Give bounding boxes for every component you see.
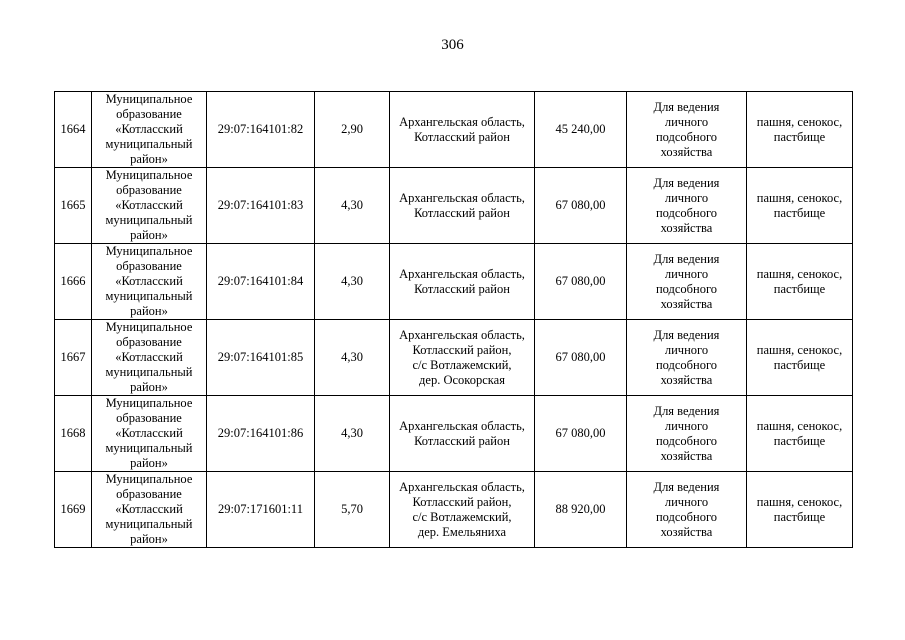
row-number: 1666 [55, 244, 92, 320]
owner-cell-line: «Котласский [115, 350, 183, 364]
purpose-cell-line: личного [664, 190, 709, 205]
table-row [55, 320, 853, 396]
purpose-cell-line: подсобного [655, 509, 718, 524]
location-cell-line: дер. Осокорская [419, 372, 505, 387]
owner-cell-line: «Котласский [115, 426, 183, 440]
usage-cell-line: пастбище [773, 129, 826, 144]
owner-cell-line: образование [116, 487, 182, 501]
purpose-cell-line: личного [664, 494, 709, 509]
usage-cell [747, 244, 853, 320]
owner-cell [92, 244, 207, 320]
usage-cell [747, 92, 853, 168]
usage-cell [747, 472, 853, 548]
purpose-cell-line: личного [664, 342, 709, 357]
purpose-cell-line: хозяйства [660, 448, 713, 463]
location-cell-line: Котласский район [414, 281, 510, 296]
usage-cell [747, 396, 853, 472]
area-cell: 4,30 [315, 168, 390, 244]
owner-cell-line: район» [130, 380, 168, 394]
location-cell-line: Котласский район [414, 433, 510, 448]
location-cell-line: дер. Емельяниха [417, 524, 507, 539]
location-cell [390, 92, 535, 168]
cadastral-number: 29:07:164101:82 [207, 92, 315, 168]
usage-cell-line: пашня, сенокос, [756, 114, 843, 129]
area-cell: 5,70 [315, 472, 390, 548]
usage-cell [747, 168, 853, 244]
location-cell-line: Котласский район, [412, 342, 512, 357]
purpose-cell-line: хозяйства [660, 372, 713, 387]
owner-cell-line: муниципальный [105, 213, 193, 227]
location-cell-line: Котласский район, [412, 494, 512, 509]
owner-cell-line: образование [116, 259, 182, 273]
table-row [55, 92, 853, 168]
purpose-cell-line: Для ведения [653, 403, 720, 418]
purpose-cell-line: подсобного [655, 281, 718, 296]
value-cell: 67 080,00 [535, 244, 627, 320]
owner-cell-line: район» [130, 456, 168, 470]
owner-cell [92, 472, 207, 548]
owner-cell-line: образование [116, 183, 182, 197]
purpose-cell-line: подсобного [655, 357, 718, 372]
land-plots-table [54, 91, 853, 548]
purpose-cell-line: Для ведения [653, 175, 720, 190]
owner-cell-line: Муниципальное [105, 244, 193, 258]
owner-cell-line: муниципальный [105, 289, 193, 303]
cadastral-number: 29:07:171601:11 [207, 472, 315, 548]
page-number: 306 [441, 37, 464, 53]
purpose-cell [627, 168, 747, 244]
location-cell [390, 244, 535, 320]
location-cell-line: Котласский район [414, 205, 510, 220]
value-cell: 88 920,00 [535, 472, 627, 548]
value-cell: 67 080,00 [535, 396, 627, 472]
owner-cell-line: муниципальный [105, 441, 193, 455]
value-cell: 67 080,00 [535, 168, 627, 244]
purpose-cell-line: Для ведения [653, 251, 720, 266]
location-cell-line: Архангельская область, [399, 114, 525, 129]
row-number: 1668 [55, 396, 92, 472]
cadastral-number: 29:07:164101:84 [207, 244, 315, 320]
value-cell: 67 080,00 [535, 320, 627, 396]
owner-cell-line: образование [116, 411, 182, 425]
location-cell-line: Архангельская область, [399, 479, 525, 494]
purpose-cell-line: Для ведения [653, 479, 720, 494]
area-cell: 2,90 [315, 92, 390, 168]
owner-cell-line: Муниципальное [105, 92, 193, 106]
purpose-cell [627, 396, 747, 472]
owner-cell-line: муниципальный [105, 365, 193, 379]
owner-cell [92, 168, 207, 244]
usage-cell-line: пашня, сенокос, [756, 266, 843, 281]
location-cell [390, 396, 535, 472]
owner-cell-line: район» [130, 304, 168, 318]
cadastral-number: 29:07:164101:85 [207, 320, 315, 396]
owner-cell-line: образование [116, 335, 182, 349]
table-body [55, 92, 853, 548]
area-cell: 4,30 [315, 244, 390, 320]
location-cell-line: с/с Вотлажемский, [412, 509, 512, 524]
location-cell-line: Архангельская область, [399, 190, 525, 205]
usage-cell-line: пастбище [773, 357, 826, 372]
row-number: 1667 [55, 320, 92, 396]
owner-cell-line: Муниципальное [105, 396, 193, 410]
purpose-cell [627, 92, 747, 168]
owner-cell-line: район» [130, 228, 168, 242]
owner-cell-line: Муниципальное [105, 168, 193, 182]
usage-cell-line: пашня, сенокос, [756, 190, 843, 205]
purpose-cell-line: хозяйства [660, 296, 713, 311]
owner-cell [92, 320, 207, 396]
table-row [55, 396, 853, 472]
owner-cell-line: «Котласский [115, 502, 183, 516]
purpose-cell-line: подсобного [655, 205, 718, 220]
purpose-cell [627, 472, 747, 548]
owner-cell-line: муниципальный [105, 137, 193, 151]
owner-cell [92, 396, 207, 472]
usage-cell-line: пастбище [773, 433, 826, 448]
purpose-cell-line: хозяйства [660, 144, 713, 159]
location-cell-line: Котласский район [414, 129, 510, 144]
owner-cell-line: район» [130, 532, 168, 546]
purpose-cell-line: хозяйства [660, 220, 713, 235]
purpose-cell [627, 244, 747, 320]
purpose-cell-line: подсобного [655, 129, 718, 144]
purpose-cell-line: хозяйства [660, 524, 713, 539]
owner-cell-line: муниципальный [105, 517, 193, 531]
location-cell [390, 472, 535, 548]
usage-cell-line: пастбище [773, 509, 826, 524]
purpose-cell-line: личного [664, 114, 709, 129]
usage-cell-line: пастбище [773, 281, 826, 296]
owner-cell-line: «Котласский [115, 274, 183, 288]
location-cell-line: Архангельская область, [399, 266, 525, 281]
location-cell [390, 168, 535, 244]
owner-cell-line: «Котласский [115, 122, 183, 136]
location-cell [390, 320, 535, 396]
location-cell-line: Архангельская область, [399, 327, 525, 342]
table-row [55, 168, 853, 244]
area-cell: 4,30 [315, 320, 390, 396]
row-number: 1665 [55, 168, 92, 244]
owner-cell-line: район» [130, 152, 168, 166]
purpose-cell-line: подсобного [655, 433, 718, 448]
usage-cell-line: пашня, сенокос, [756, 494, 843, 509]
cadastral-number: 29:07:164101:83 [207, 168, 315, 244]
location-cell-line: Архангельская область, [399, 418, 525, 433]
usage-cell-line: пастбище [773, 205, 826, 220]
owner-cell-line: «Котласский [115, 198, 183, 212]
usage-cell [747, 320, 853, 396]
value-cell: 45 240,00 [535, 92, 627, 168]
owner-cell-line: Муниципальное [105, 472, 193, 486]
cadastral-number: 29:07:164101:86 [207, 396, 315, 472]
row-number: 1669 [55, 472, 92, 548]
usage-cell-line: пашня, сенокос, [756, 342, 843, 357]
location-cell-line: с/с Вотлажемский, [412, 357, 512, 372]
purpose-cell [627, 320, 747, 396]
purpose-cell-line: личного [664, 266, 709, 281]
owner-cell-line: Муниципальное [105, 320, 193, 334]
owner-cell-line: образование [116, 107, 182, 121]
purpose-cell-line: Для ведения [653, 327, 720, 342]
purpose-cell-line: Для ведения [653, 99, 720, 114]
purpose-cell-line: личного [664, 418, 709, 433]
table-row [55, 472, 853, 548]
owner-cell [92, 92, 207, 168]
table-row [55, 244, 853, 320]
row-number: 1664 [55, 92, 92, 168]
area-cell: 4,30 [315, 396, 390, 472]
usage-cell-line: пашня, сенокос, [756, 418, 843, 433]
